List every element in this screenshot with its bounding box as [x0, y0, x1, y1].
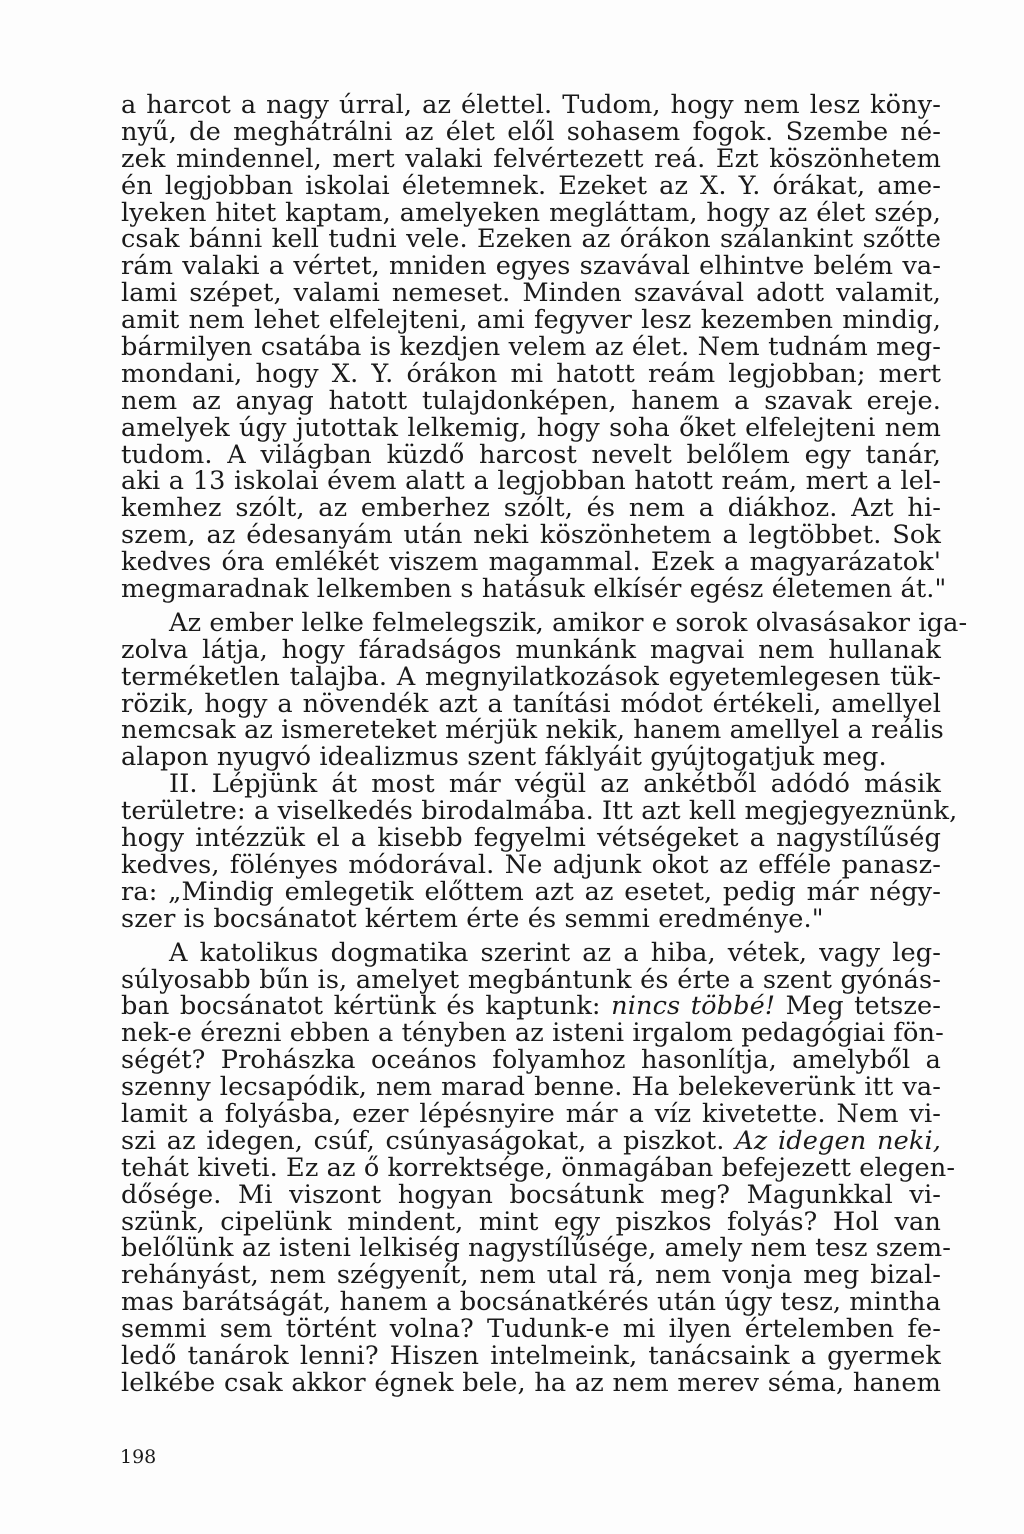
text-line: lelkébe csak akkor égnek bele, ha az nem merev séma, hanem — [121, 1367, 941, 1398]
text-line: szünk, cipelünk mindent, mint egy piszkos folyás? Hol van — [121, 1206, 941, 1237]
text-line: rözik, hogy a növendék azt a tanítási módot értékeli, amellyel — [121, 688, 941, 719]
text-line: ra: „Mindig emlegetik előttem azt az esetet, pedig már négy- — [121, 876, 941, 907]
text-line: belőlünk az isteni lelkiség nagystílűsége, amely nem tesz szem- — [121, 1233, 951, 1264]
text-line: Az ember lelke felmelegszik, amikor e sorok olvasásakor iga- — [169, 607, 968, 638]
text-line: alapon nyugvó idealizmus szent fáklyáit gyújtogatjuk meg. — [121, 742, 887, 773]
text-line: rehányást, nem szégyenít, nem utal rá, nem vonja meg bizal- — [121, 1260, 941, 1291]
text-line: kedves, fölényes módorával. Ne adjunk okot az efféle panasz- — [121, 849, 941, 880]
text-line: lyeken hitet kaptam, amelyeken megláttam, hogy az élet szép, — [121, 197, 941, 228]
text-line: amelyek úgy jutottak lelkemig, hogy soha őket elfelejteni nem — [121, 412, 941, 443]
text-line: súlyosabb bűn is, amelyet megbántunk és érte a szent gyónás- — [121, 964, 941, 995]
italic-phrase: nincs többé! — [611, 991, 776, 1022]
text-line: mas barátságát, hanem a bocsánatkérés után úgy tesz, mintha — [121, 1287, 941, 1318]
text-line: lami szépet, valami nemeset. Minden szavával adott valamit, — [121, 278, 941, 309]
text-line: a harcot a nagy úrral, az élettel. Tudom, hogy nem lesz köny- — [121, 90, 941, 120]
text-line: A katolikus dogmatika szerint az a hiba, vétek, vagy leg- — [169, 937, 941, 968]
text-line: terméketlen talajba. A megnyilatkozások egyetemlegesen tük- — [121, 661, 941, 692]
text-line: mondani, hogy X. Y. órákon mi hatott reám legjobban; mert — [121, 358, 941, 389]
text-line: hogy intézzük el a kisebb fegyelmi vétségeket a nagystílűség — [121, 823, 941, 854]
italic-phrase: Az idegen neki, — [735, 1125, 941, 1156]
text-line: kedves óra emlékét viszem magammal. Ezek a magyarázatok' — [121, 547, 941, 578]
text-line: zolva látja, hogy fáradságos munkánk magvai nem hullanak — [121, 634, 941, 665]
text-line: szem, az édesanyám után neki köszönhetem a legtöbbet. Sok — [121, 520, 941, 551]
text-line: amit nem lehet elfelejteni, ami fegyver lesz kezemben mindig, — [121, 305, 941, 336]
page-number: 198 — [120, 1446, 157, 1468]
text-line: ledő tanárok lenni? Hiszen intelmeink, tanácsaink a gyermek — [121, 1340, 941, 1371]
text-line: rám valaki a vértet, mniden egyes szavával elhintve belém va- — [121, 251, 941, 282]
text-run: ban bocsánatot kértünk és kaptunk: — [121, 991, 601, 1022]
text-line: csak bánni kell tudni vele. Ezeken az órákon szálankint szőtte — [121, 224, 941, 255]
text-line-mixed — [121, 1125, 941, 1156]
text-line: zek mindennel, mert valaki felvértezett reá. Ezt köszönhetem — [121, 143, 941, 174]
text-line: bármilyen csatába is kezdjen velem az élet. Nem tudnám meg- — [121, 332, 941, 363]
text-line: szer is bocsánatot kértem érte és semmi eredménye." — [121, 903, 824, 934]
text-line: dősége. Mi viszont hogyan bocsátunk meg? Magunkkal vi- — [121, 1179, 941, 1210]
text-line: szenny lecsapódik, nem marad benne. Ha belekeverünk itt va- — [121, 1072, 941, 1103]
text-line: semmi sem történt volna? Tudunk-e mi ilyen értelemben fe- — [121, 1314, 941, 1345]
text-line: nek-e érezni ebben a tényben az isteni irgalom pedagógiai fön- — [121, 1018, 944, 1049]
text-line: ségét? Prohászka oceános folyamhoz hasonlítja, amelyből a — [121, 1045, 941, 1076]
text-line: aki a 13 iskolai évem alatt a legjobban hatott reám, mert a lel- — [121, 466, 941, 497]
text-line: tudom. A világban küzdő harcost nevelt belőlem egy tanár, — [121, 439, 941, 470]
text-line: lamit a folyásba, ezer lépésnyire már a víz kivetette. Nem vi- — [121, 1098, 941, 1129]
text-line: nem az anyag hatott tulajdonképen, hanem a szavak ereje. — [121, 385, 941, 416]
text-line: nyű, de meghátrálni az élet elől sohasem fogok. Szembe né- — [121, 116, 941, 147]
text-line: tehát kiveti. Ez az ő korrektsége, önmagában befejezett elegen- — [121, 1152, 956, 1183]
text-line-mixed — [121, 993, 941, 1020]
text-line: megmaradnak lelkemben s hatásuk elkísér egész életemen át." — [121, 574, 947, 605]
text-line: II. Lépjünk át most már végül az ankétből adódó másik — [169, 769, 941, 800]
text-line: nemcsak az ismereteket mérjük nekik, hanem amellyel a reális — [121, 715, 944, 746]
text-line: kemhez szólt, az emberhez szólt, és nem a diákhoz. Azt hi- — [121, 493, 941, 524]
text-run: Meg tetsze- — [775, 991, 941, 1022]
text-line: területre: a viselkedés birodalmába. Itt azt kell megjegyeznünk, — [121, 796, 958, 827]
page-body-text — [121, 90, 968, 1398]
text-line: én legjobban iskolai életemnek. Ezeket az X. Y. órákat, ame- — [121, 170, 941, 201]
text-run: szi az idegen, csúf, csúnyaságokat, a piszkot. — [121, 1125, 725, 1156]
